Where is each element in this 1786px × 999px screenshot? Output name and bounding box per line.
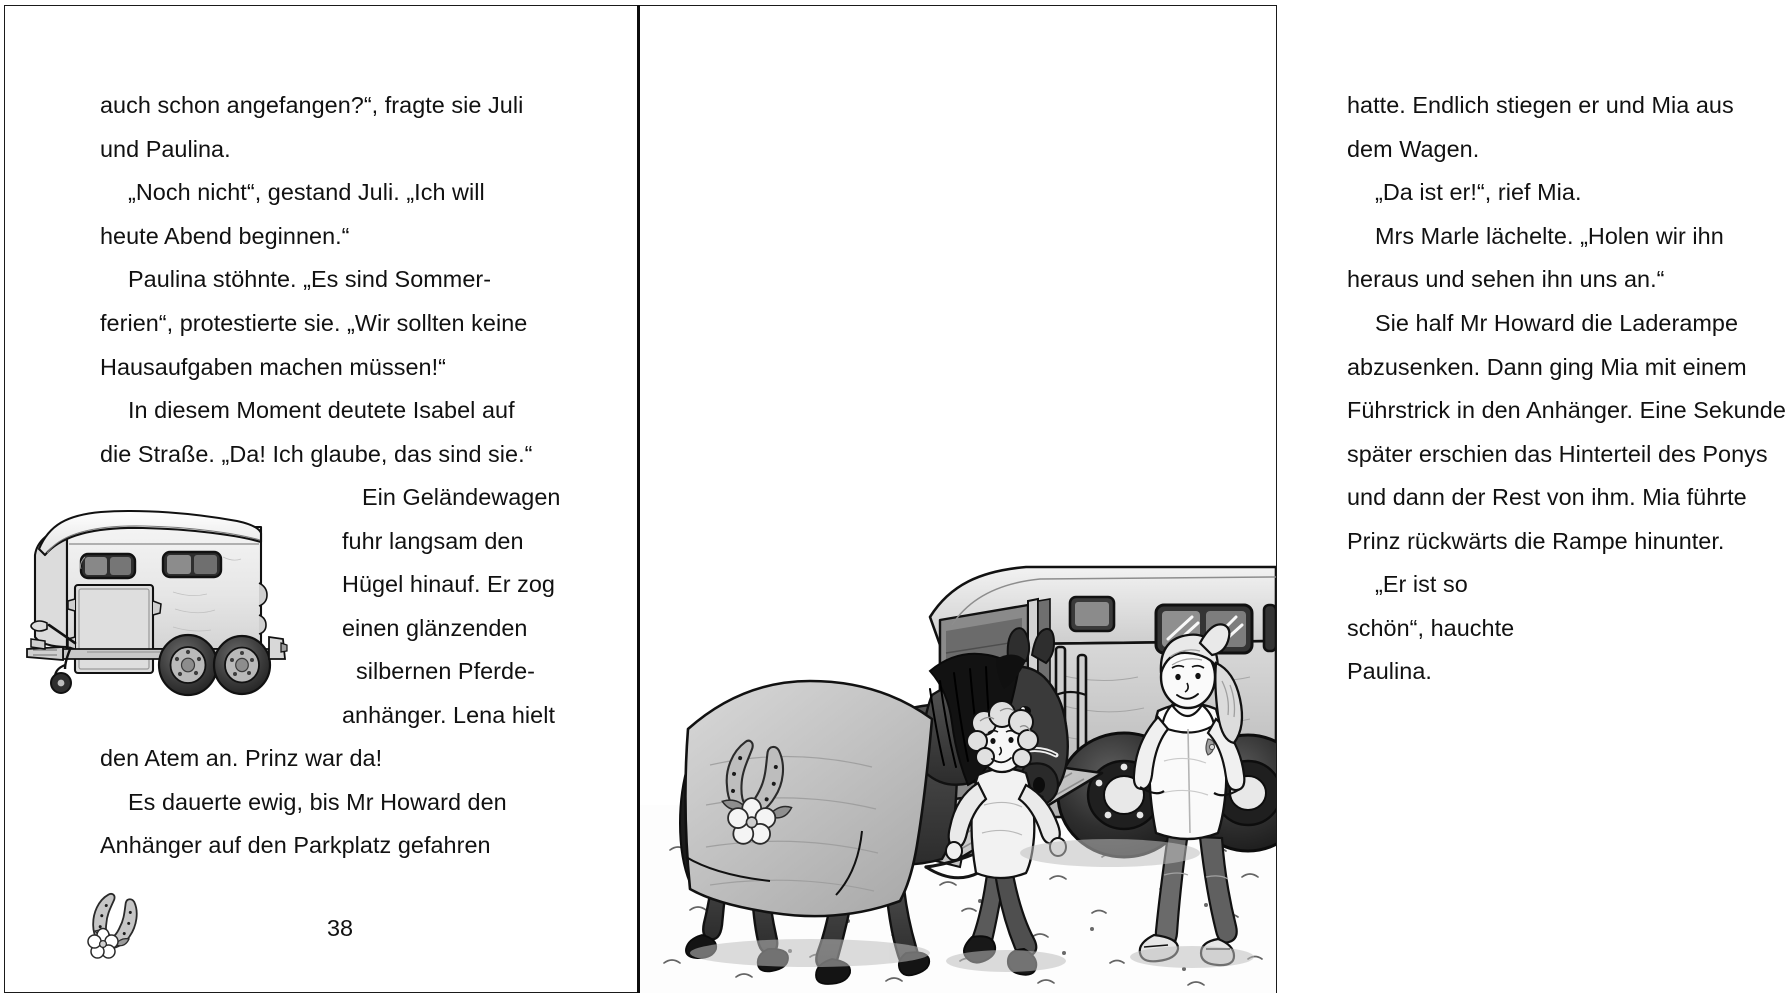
text-line: hatte. Endlich stiegen er und Mia aus — [1347, 92, 1734, 118]
text-line: ferien“, protestierte sie. „Wir sollten keine — [100, 309, 528, 336]
text-line: In diesem Moment deutete Isabel auf — [128, 397, 515, 424]
text-line: Ein Geländewagen — [362, 484, 561, 510]
text-line: „Noch nicht“, gestand Juli. „Ich will — [128, 179, 485, 206]
right-page-wrapped-paragraph — [1347, 563, 1514, 694]
text-line: Anhänger auf den Parkplatz gefahren — [100, 832, 491, 859]
page-frame-right-line — [1276, 5, 1277, 993]
right-page — [640, 5, 1786, 993]
text-line: fuhr langsam den — [342, 527, 524, 554]
text-line: Paulina stöhnte. „Es sind Sommer- — [128, 266, 492, 293]
pony-unloading-illustration — [640, 5, 1276, 993]
text-line: abzusenken. Dann ging Mia mit einem — [1347, 353, 1747, 380]
text-line: Hügel hinauf. Er zog — [342, 571, 555, 598]
text-line: „Er ist so — [1375, 571, 1468, 597]
text-line: auch schon angefangen?“, fragte sie Juli — [100, 92, 524, 118]
left-page-bottom-paragraphs — [100, 737, 507, 868]
right-page-top-paragraphs — [1347, 84, 1786, 564]
left-page — [5, 5, 637, 993]
horseshoe-flower-ornament — [79, 889, 153, 963]
left-page-wrapped-paragraph — [342, 476, 560, 738]
text-line: Es dauerte ewig, bis Mr Howard den — [128, 788, 507, 815]
page-number: 38 — [327, 915, 354, 941]
text-line: Sie half Mr Howard die Laderampe — [1375, 309, 1739, 336]
text-line: heraus und sehen ihn uns an.“ — [1347, 266, 1665, 293]
text-line: dem Wagen. — [1347, 135, 1480, 162]
text-line: „Da ist er!“, rief Mia. — [1375, 179, 1582, 206]
horse-trailer-illustration — [23, 497, 333, 697]
text-line: heute Abend beginnen.“ — [100, 222, 350, 249]
text-line: Mrs Marle lächelte. „Holen wir ihn — [1375, 222, 1724, 249]
text-line: die Straße. „Da! Ich glaube, das sind sie.“ — [100, 440, 533, 467]
left-page-top-paragraphs — [100, 84, 533, 476]
text-line: Hausaufgaben machen müssen!“ — [100, 353, 446, 380]
text-line: Führstrick in den Anhänger. Eine Sekunde — [1347, 397, 1786, 424]
text-line: anhänger. Lena hielt — [342, 701, 555, 728]
text-line: den Atem an. Prinz war da! — [100, 745, 383, 771]
text-line: und Paulina. — [100, 135, 231, 162]
text-line: schön“, hauchte — [1347, 614, 1515, 641]
text-line: Prinz rückwärts die Rampe hinunter. — [1347, 527, 1725, 554]
text-line: silbernen Pferde- — [356, 658, 535, 685]
text-line: einen glänzenden — [342, 614, 528, 641]
text-line: später erschien das Hinterteil des Ponys — [1347, 440, 1768, 467]
text-line: und dann der Rest von ihm. Mia führte — [1347, 484, 1747, 511]
text-line: Paulina. — [1347, 658, 1432, 685]
